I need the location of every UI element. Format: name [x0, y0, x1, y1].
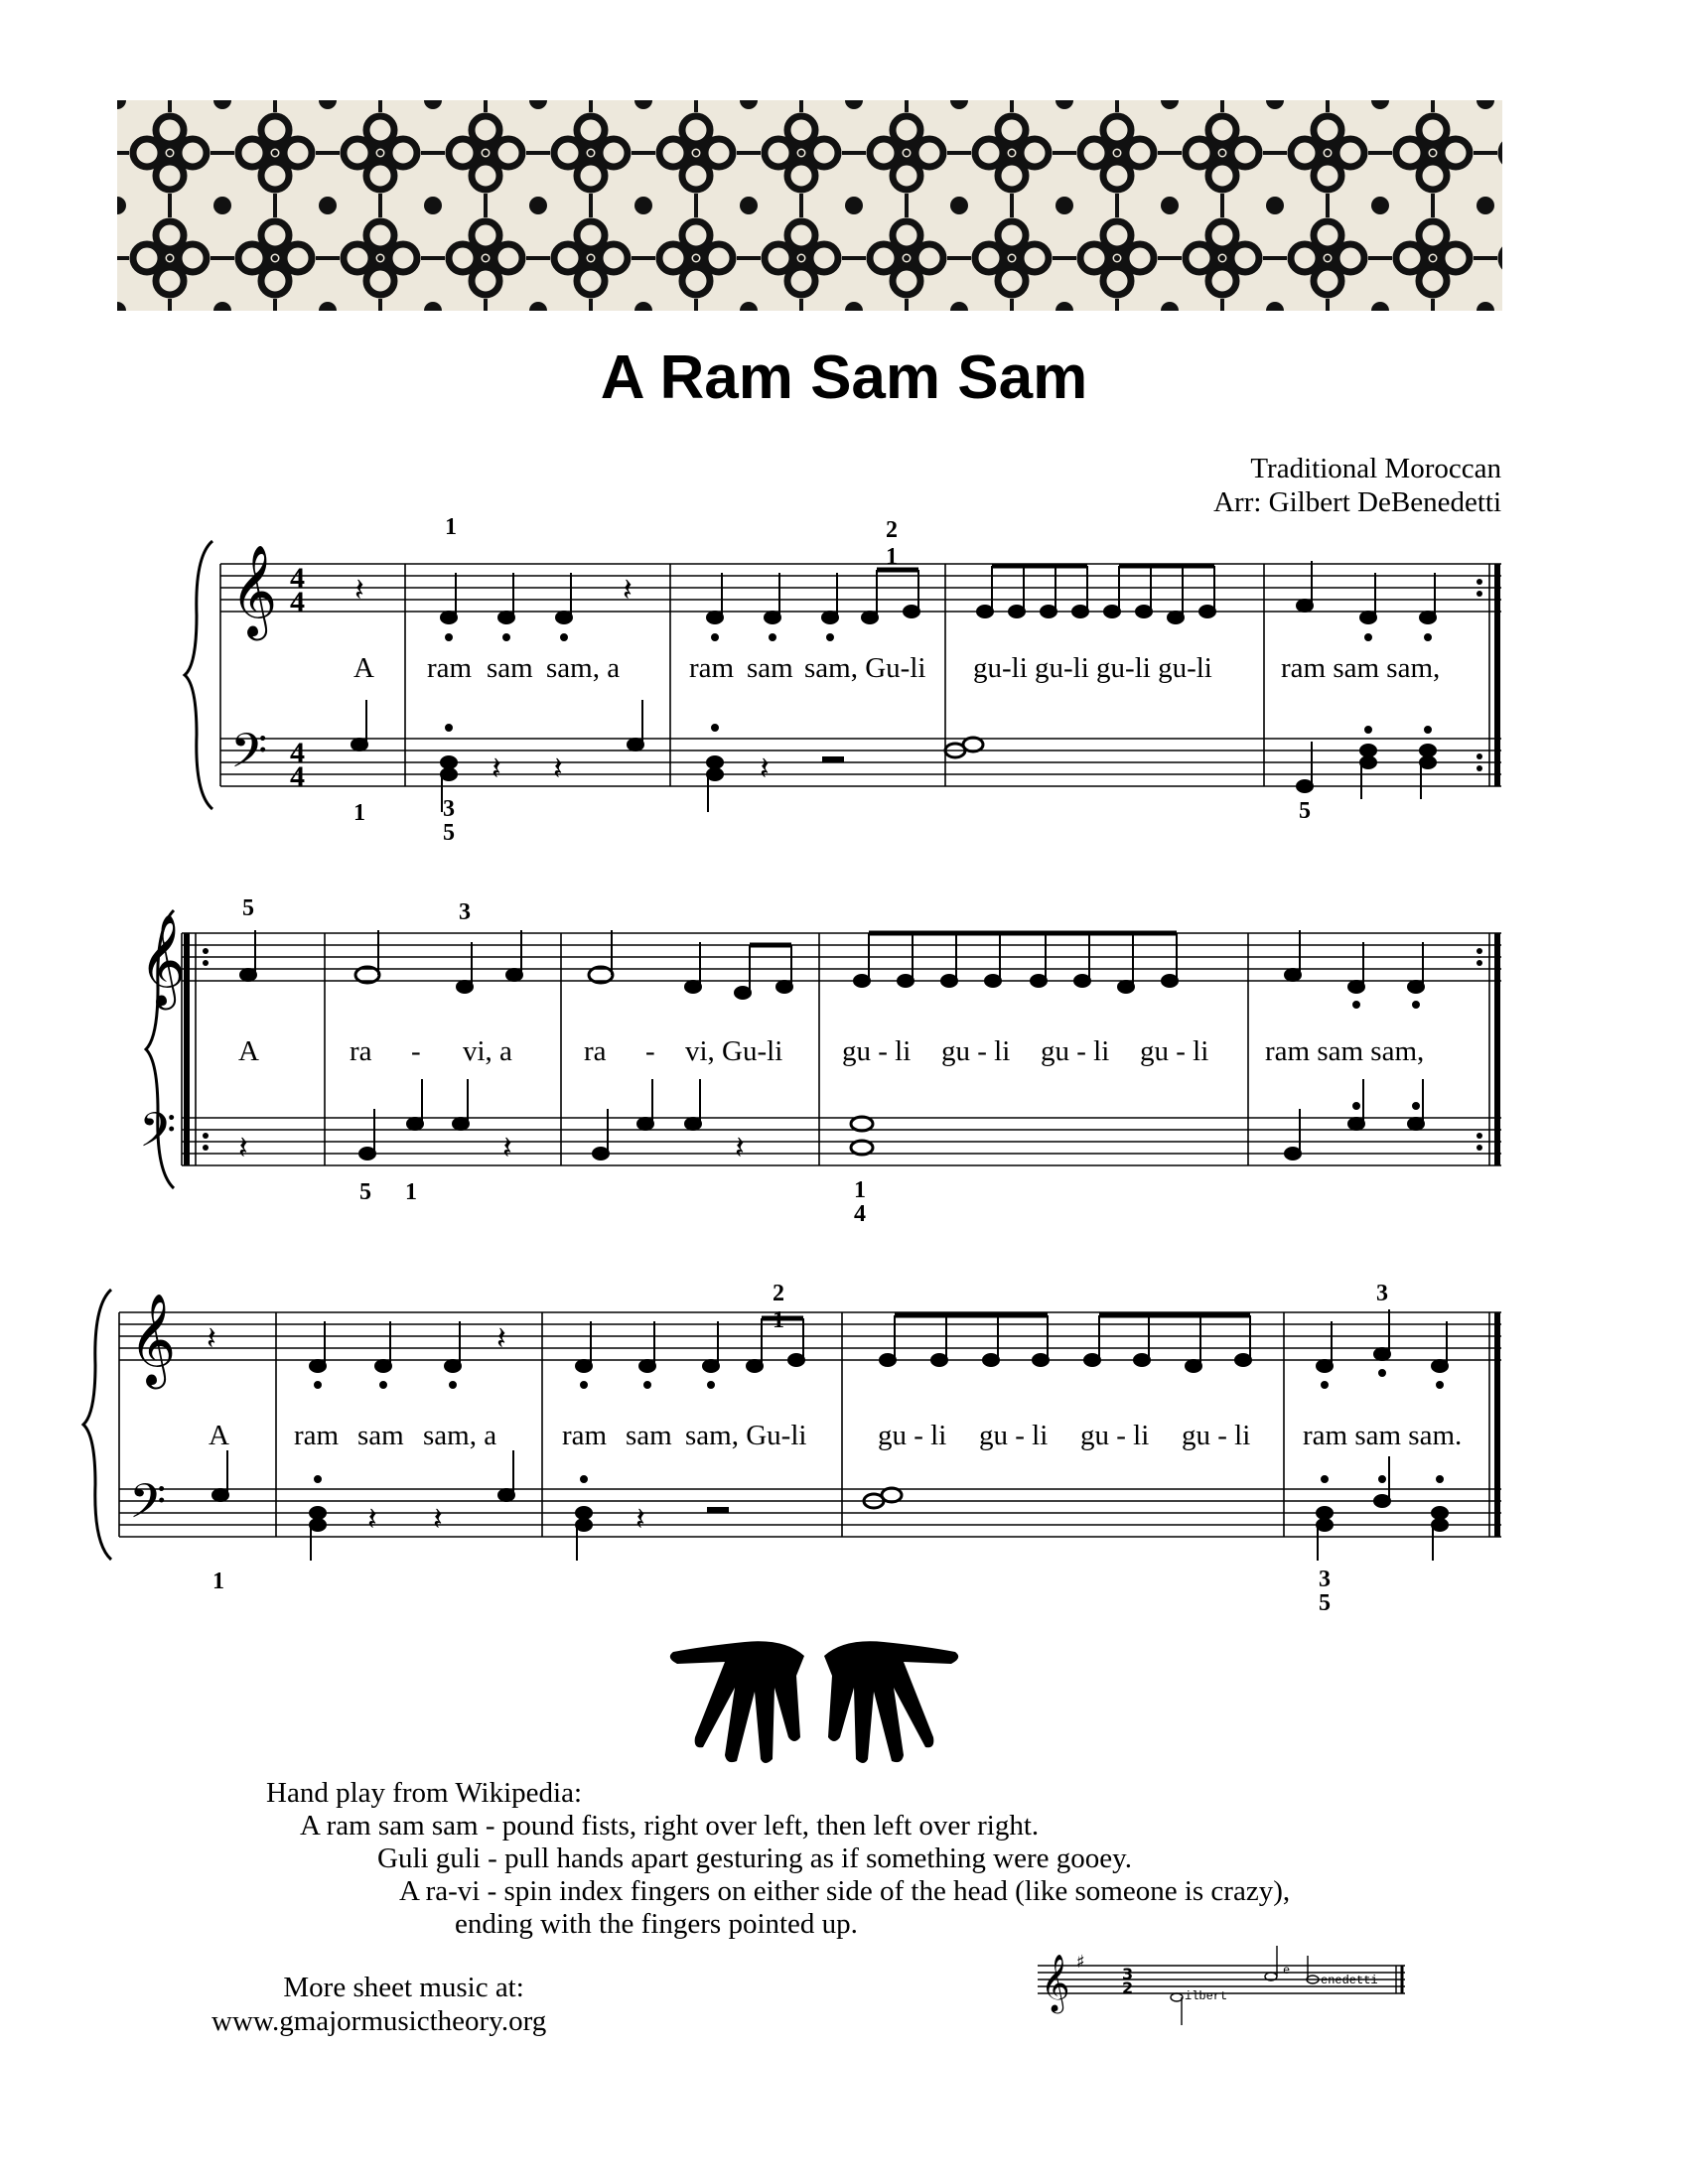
lyric: ram	[294, 1420, 340, 1451]
lyric: A	[353, 652, 374, 684]
more-music-footer	[211, 1971, 546, 2038]
lyric: gu - li	[842, 1035, 912, 1067]
svg-text:𝄽: 𝄽	[502, 1130, 512, 1165]
svg-text:𝄽: 𝄽	[735, 1130, 745, 1165]
svg-text:𝄽: 𝄽	[354, 572, 364, 608]
lyric: gu - li	[979, 1420, 1049, 1451]
time-sig-bottom-1b: 4	[290, 760, 305, 793]
finger-number: 5	[359, 1179, 371, 1205]
finger-number: 3	[1376, 1281, 1388, 1306]
svg-text:𝄽: 𝄽	[760, 751, 770, 786]
finger-number: 1	[854, 1177, 866, 1203]
lyric: sam	[357, 1420, 404, 1451]
svg-text:e: e	[1283, 1964, 1291, 1978]
treble-notes-1	[354, 561, 1436, 640]
lyric: ram	[562, 1420, 608, 1451]
svg-text:𝄽: 𝄽	[492, 751, 501, 786]
lyric: vi, a	[463, 1035, 512, 1067]
hand-play-line: Guli guli - pull hands apart gesturing as if something were gooey.	[377, 1843, 1133, 1874]
lyric: A	[238, 1035, 259, 1067]
bass-clef-2: 𝄢	[139, 1104, 177, 1168]
finger-number: 5	[443, 820, 455, 846]
treble-clef-3: 𝄞	[129, 1297, 177, 1384]
lyrics-system-2	[0, 1035, 1688, 1075]
finger-number: 1	[212, 1569, 224, 1594]
finger-number: 5	[1319, 1590, 1331, 1616]
lyric: sam	[487, 652, 533, 684]
lyric: gu - li	[1080, 1420, 1150, 1451]
finger-number: 3	[459, 899, 471, 925]
lyric: ram	[427, 652, 473, 684]
sig-word2: enedetti	[1321, 1974, 1378, 1987]
time-sig-bottom-1: 4	[290, 586, 305, 618]
more-music-label: More sheet music at:	[283, 1972, 524, 2003]
arranger-credit: Arr: Gilbert DeBenedetti	[1213, 486, 1501, 518]
lyric: ram sam sam,	[1281, 652, 1441, 684]
song-title: A Ram Sam Sam	[600, 343, 1088, 412]
lyric: gu - li	[878, 1420, 947, 1451]
lyric: gu - li	[1182, 1420, 1251, 1451]
lyric: sam	[626, 1420, 672, 1451]
lyrics-system-1	[0, 652, 1688, 692]
lyric: sam, Gu-li	[804, 652, 926, 684]
lyric: ra	[584, 1035, 607, 1067]
hand-play-line: A ram sam sam - pound fists, right over left, then left over right.	[300, 1810, 1040, 1842]
bass-notes-3	[212, 1450, 1448, 1561]
finger-number: 1	[353, 800, 365, 826]
lyric: gu-li gu-li gu-li gu-li	[973, 652, 1212, 684]
sig-time-top: 3	[1122, 1965, 1134, 1983]
sig-word1: ilbert	[1185, 1989, 1228, 2003]
lyric: A	[209, 1420, 229, 1451]
time-sig-top-1b: 4	[290, 737, 305, 769]
treble-clef-2: 𝄞	[139, 917, 187, 1005]
lyric: gu - li	[1140, 1035, 1209, 1067]
finger-number: 3	[443, 796, 455, 822]
hand-play-line: ending with the fingers pointed up.	[455, 1908, 858, 1940]
lyric: -	[411, 1035, 421, 1067]
sig-time-bottom: 2	[1122, 1979, 1134, 1997]
lyric: ram	[689, 652, 735, 684]
lyric: sam, Gu-li	[685, 1420, 807, 1451]
bass-notes-2	[238, 1079, 1424, 1165]
finger-number: 3	[1319, 1567, 1331, 1592]
hand-play-line: A ra-vi - spin index fingers on either side of the head (like someone is crazy),	[399, 1875, 1291, 1907]
lyric: vi, Gu-li	[685, 1035, 783, 1067]
svg-text:𝄽: 𝄽	[623, 572, 633, 608]
signature-logo	[1033, 1936, 1410, 2035]
finger-number: 4	[854, 1201, 866, 1227]
lyric: -	[645, 1035, 655, 1067]
lyric: sam, a	[546, 652, 621, 684]
lyric: gu - li	[941, 1035, 1011, 1067]
sig-treble-clef: 𝄞	[1041, 1954, 1070, 2011]
lyrics-system-3	[0, 1420, 1688, 1459]
svg-text:𝄽: 𝄽	[433, 1501, 443, 1537]
origin-credit: Traditional Moroccan	[1250, 453, 1501, 484]
time-sig-top-1: 4	[290, 562, 305, 595]
lyric: sam	[747, 652, 793, 684]
finger-number: 5	[1299, 798, 1311, 824]
bass-clef-1: 𝄢	[230, 725, 268, 789]
finger-number: 1	[445, 514, 457, 540]
hand-play-instructions	[266, 1777, 1290, 1941]
svg-text:𝄽: 𝄽	[496, 1320, 506, 1356]
lyric: ra	[350, 1035, 372, 1067]
svg-text:𝄽: 𝄽	[367, 1501, 377, 1537]
lyric: gu - li	[1041, 1035, 1110, 1067]
website-link[interactable]: www.gmajormusictheory.org	[211, 2005, 547, 2037]
finger-number: 2 1	[773, 1281, 784, 1333]
hands-illustration	[665, 1628, 963, 1767]
lyric: ram sam sam.	[1303, 1420, 1463, 1451]
treble-clef-1: 𝄞	[230, 548, 278, 635]
finger-number: 2 1	[886, 517, 898, 570]
bass-notes-1	[352, 700, 1436, 812]
svg-text:♯: ♯	[1076, 1952, 1085, 1973]
finger-number: 5	[242, 895, 254, 921]
lyric: sam, a	[423, 1420, 497, 1451]
svg-text:𝄽: 𝄽	[635, 1501, 645, 1537]
svg-text:𝄽: 𝄽	[553, 751, 563, 786]
hand-play-heading: Hand play from Wikipedia:	[266, 1777, 583, 1809]
lyric: ram sam sam,	[1265, 1035, 1425, 1067]
finger-number: 1	[405, 1179, 417, 1205]
svg-text:𝄽: 𝄽	[207, 1320, 216, 1356]
svg-text:𝄽: 𝄽	[238, 1130, 248, 1165]
bass-clef-3: 𝄢	[129, 1475, 167, 1540]
